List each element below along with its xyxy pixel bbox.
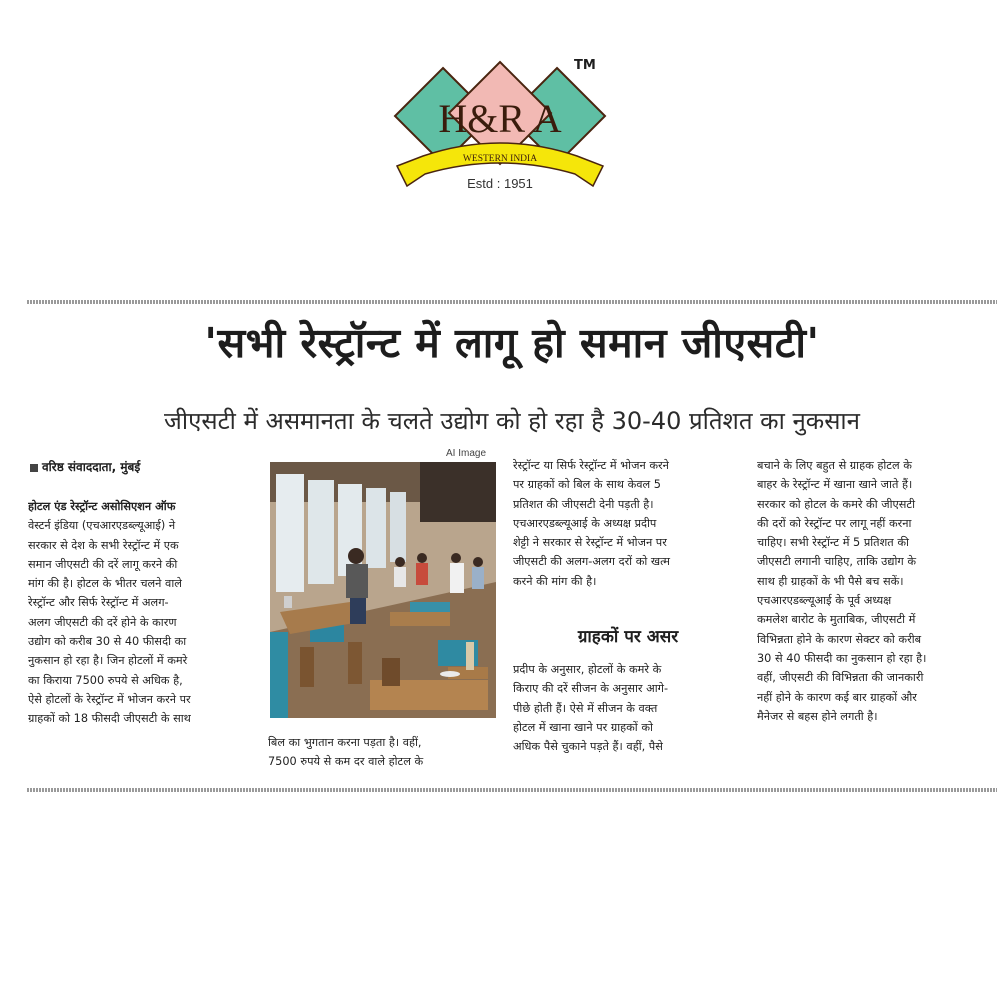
article-line: कमलेश बारोट के मुताबिक, जीएसटी में	[757, 613, 916, 627]
article-column-1	[28, 497, 256, 729]
restaurant-photo	[270, 462, 496, 718]
article-line: का किराया 7500 रुपये से अधिक है,	[28, 673, 183, 687]
logo-estd: Estd : 1951	[467, 176, 533, 191]
article-line: 30 से 40 फीसदी का नुकसान हो रहा है।	[757, 651, 927, 665]
bottom-dotted-rule	[27, 788, 997, 792]
article-line: नुकसान हो रहा है। जिन होटलों में कमरे	[28, 654, 188, 668]
article-column-3	[513, 456, 743, 591]
article-line: समान जीएसटी की दरें लागू करने की	[28, 557, 178, 571]
article-line: ऐसे होटलों के रेस्ट्रॉन्ट में भोजन करने पर	[28, 692, 191, 706]
article-line: एचआरएडब्ल्यूआई के अध्यक्ष प्रदीप	[513, 516, 657, 530]
article-line: प्रदीप के अनुसार, होटलों के कमरे के	[513, 663, 662, 676]
article-line: ग्राहकों को 18 फीसदी जीएसटी के साथ	[28, 712, 191, 726]
photo-caption: AI Image	[446, 448, 487, 459]
article-line: मैनेजर से बहस होने लगती है।	[757, 709, 878, 723]
restaurant-photo-illustration	[270, 462, 496, 718]
article-column-2	[268, 733, 496, 772]
article-line: वेस्टर्न इंडिया (एचआरएडब्ल्यूआई) ने	[28, 519, 176, 533]
article-subheadline: जीएसटी में असमानता के चलते उद्योग को हो रहा है 30-40 प्रतिशत का नुकसान	[164, 407, 860, 435]
article-headline: 'सभी रेस्ट्रॉन्ट में लागू हो समान जीएसटी'	[204, 319, 820, 367]
article-line: होटल एंड रेस्ट्रॉन्ट असोसिएशन ऑफ	[28, 500, 176, 513]
article-line: जीएसटी लगानी चाहिए, ताकि उद्योग के	[757, 555, 917, 569]
trademark-mark: TM	[574, 58, 596, 73]
section-heading: ग्राहकों पर असर	[577, 627, 679, 647]
article-line: साथ ही ग्राहकों के भी पैसे बच सकें।	[757, 574, 904, 588]
byline-text: वरिष्ठ संवाददाता, मुंबई	[42, 460, 141, 474]
article-line: जीएसटी की अलग-अलग दरों को खत्म	[513, 555, 671, 569]
article-line: अलग जीएसटी की दरें होने के कारण	[28, 615, 177, 629]
article-line: वहीं, जीएसटी की विभिन्नता की जानकारी	[757, 671, 924, 685]
article-line: रेस्ट्रॉन्ट और सिर्फ रेस्ट्रॉन्ट में अलग-	[28, 596, 169, 610]
article-line: पीछे होती हैं। ऐसे में सीजन के वक्त	[513, 701, 658, 715]
article-line: रेस्ट्रॉन्ट या सिर्फ रेस्ट्रॉन्ट में भोजन करने	[513, 459, 669, 472]
article-line: सरकार से देश के सभी रेस्ट्रॉन्ट में एक	[28, 538, 179, 552]
article-line: प्रतिशत की जीएसटी देनी पड़ती है।	[513, 497, 654, 511]
article-line: नहीं होने के कारण कई बार ग्राहकों और	[757, 690, 917, 704]
article-line: किराए की दरें सीजन के अनुसार आगे-	[513, 682, 669, 696]
article-line: विभिन्नता होने के कारण सेक्टर को करीब	[757, 632, 922, 646]
logo-brand-text: H&R A	[438, 96, 562, 141]
article-byline	[30, 458, 140, 475]
article-column-4	[757, 456, 987, 726]
logo-ribbon-text: WESTERN INDIA	[462, 154, 538, 164]
top-dotted-rule	[27, 300, 997, 304]
article-line: चाहिए। सभी रेस्ट्रॉन्ट में 5 प्रतिशत की	[757, 536, 909, 550]
article-line: शेट्टी ने सरकार से रेस्ट्रॉन्ट में भोजन पर	[513, 536, 667, 550]
article-line: बचाने के लिए बहुत से ग्राहक होटल के	[757, 459, 912, 472]
article-line: बिल का भुगतान करना पड़ता है। वहीं,	[268, 736, 422, 749]
article-line: एचआरएडब्ल्यूआई के पूर्व अध्यक्ष	[757, 594, 892, 608]
article-line: सरकार को होटल के कमरे की जीएसटी	[757, 497, 916, 511]
hra-logo	[385, 58, 615, 198]
article-line: अधिक पैसे चुकाने पड़ते हैं। वहीं, पैसे	[513, 740, 663, 754]
article-line: बाहर के रेस्ट्रॉन्ट में खाना खाने जाते हैं।	[757, 478, 913, 492]
byline-square-icon	[30, 464, 38, 472]
article-line: मांग की है। होटल के भीतर चलने वाले	[28, 577, 182, 591]
article-line: करने की मांग की है।	[513, 574, 597, 588]
article-column-3-continued	[513, 660, 743, 756]
article-line: 7500 रुपये से कम दर वाले होटल के	[268, 755, 424, 769]
article-line: होटल में खाना खाने पर ग्राहकों को	[513, 720, 653, 734]
article-line: की दरों को रेस्ट्रॉन्ट पर लागू नहीं करना	[757, 516, 912, 530]
article-line: उद्योग को करीब 30 से 40 फीसदी का	[28, 635, 187, 649]
article-line: पर ग्राहकों को बिल के साथ केवल 5	[513, 478, 661, 492]
